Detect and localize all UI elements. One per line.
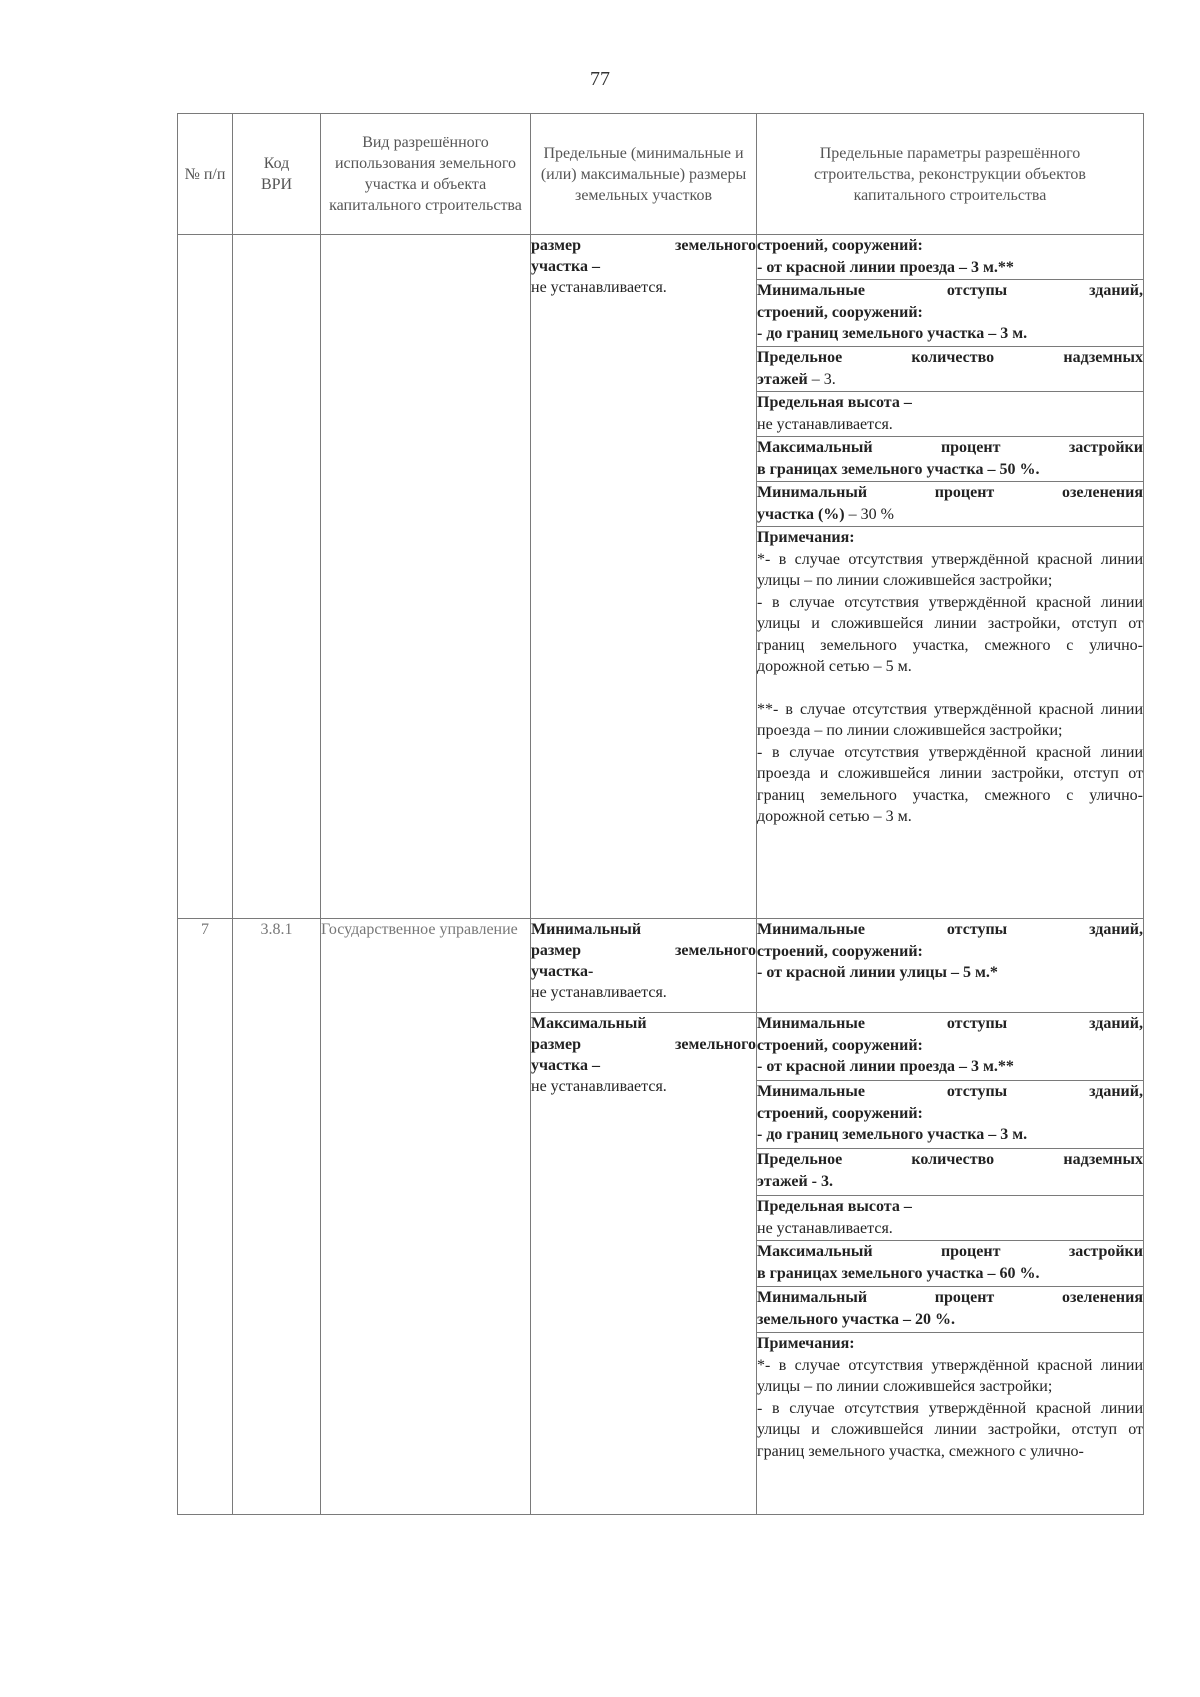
param-line: Предельное количество надземных xyxy=(757,1151,1143,1168)
param-line: строений, сооружений: xyxy=(757,237,923,254)
param-cell xyxy=(757,1149,1144,1196)
notes-cell xyxy=(757,527,1144,919)
param-cell xyxy=(757,1081,1144,1149)
note-text: - в случае отсутствия утверждённой красной линии улицы и сложившейся линии застройки, отступ от границ земельного участка, смежного с улично- xyxy=(757,1399,1143,1460)
param-line: - до границ земельного участка – 3 м. xyxy=(757,325,1028,342)
param-line: этажей - 3. xyxy=(757,1172,834,1190)
size-line: Максимальный xyxy=(531,1015,647,1032)
param-line: участка (%) xyxy=(757,505,845,523)
size-line: участка – xyxy=(531,258,600,275)
param-line: Предельное количество надземных xyxy=(757,349,1143,366)
param-line: Предельная высота – xyxy=(757,394,912,411)
notes-title: Примечания: xyxy=(757,529,855,546)
param-line: строений, сооружений: xyxy=(757,1104,923,1122)
param-value: не устанавливается. xyxy=(757,415,893,433)
param-line: Максимальный процент застройки xyxy=(757,439,1143,456)
param-line: земельного участка – 20 %. xyxy=(757,1310,956,1328)
page-number: 77 xyxy=(590,68,610,90)
param-value: – 30 % xyxy=(844,505,894,523)
header-code: Код ВРИ xyxy=(233,114,321,235)
cell-use-type xyxy=(321,235,531,919)
zoning-table xyxy=(177,113,1144,1515)
param-line: Минимальные отступы зданий, xyxy=(757,1083,1143,1100)
size-value: не устанавливается. xyxy=(531,279,667,296)
size-line: размер земельного xyxy=(531,1036,756,1053)
notes-title: Примечания: xyxy=(757,1335,855,1352)
param-line: в границах земельного участка – 50 %. xyxy=(757,460,1040,478)
param-line: Минимальные отступы зданий, xyxy=(757,1015,1143,1032)
param-line: строений, сооружений: xyxy=(757,1036,923,1054)
param-cell xyxy=(757,919,1144,1013)
cell-num xyxy=(178,235,233,919)
size-line: размер земельного xyxy=(531,237,756,254)
param-line: Минимальные отступы зданий, xyxy=(757,921,1143,938)
param-cell xyxy=(757,1196,1144,1241)
note-text: - в случае отсутствия утверждённой красной линии проезда и сложившейся линии застройки, отступ от границ земельного участка, смежного с улично-дорожной сетью – 3 м. xyxy=(757,743,1143,825)
cell-min-size xyxy=(531,919,757,1013)
header-num: № п/п xyxy=(178,114,233,235)
param-value: не устанавливается. xyxy=(757,1219,893,1237)
param-cell xyxy=(757,437,1144,482)
param-line: - до границ земельного участка – 3 м. xyxy=(757,1126,1028,1143)
param-line: Минимальный процент озеленения xyxy=(757,1289,1143,1306)
param-line: - от красной линии проезда – 3 м.** xyxy=(757,1058,1014,1075)
param-cell xyxy=(757,280,1144,347)
table-row xyxy=(178,919,1144,1013)
size-line: Минимальный xyxy=(531,921,642,938)
note-text: **- в случае отсутствия утверждённой красной линии проезда – по линии сложившейся застройки; xyxy=(757,700,1143,739)
note-text: - в случае отсутствия утверждённой красной линии улицы и сложившейся линии застройки, отступ от границ земельного участка, смежного с улично-дорожной сетью – 5 м. xyxy=(757,593,1143,675)
cell-max-size xyxy=(531,235,757,919)
row-use-type: Государственное управление xyxy=(321,919,531,1515)
param-line: Минимальный процент озеленения xyxy=(757,484,1143,501)
param-value: – 3. xyxy=(807,370,836,388)
size-line: размер земельного xyxy=(531,942,756,959)
size-line: участка- xyxy=(531,963,594,980)
table-row xyxy=(178,235,1144,280)
param-line: этажей xyxy=(757,370,808,388)
param-cell xyxy=(757,1013,1144,1081)
cell-max-size xyxy=(531,1013,757,1515)
param-cell xyxy=(757,482,1144,527)
param-cell xyxy=(757,1287,1144,1333)
param-cell xyxy=(757,1241,1144,1287)
param-line: - от красной линии улицы – 5 м.* xyxy=(757,964,998,981)
param-line: Предельная высота – xyxy=(757,1198,912,1215)
header-params: Предельные параметры разрешённого строительства, реконструкции объектов капитального строительства xyxy=(757,114,1144,235)
row-number: 7 xyxy=(178,919,233,1515)
header-plot-size: Предельные (минимальные и (или) максимальные) размеры земельных участков xyxy=(531,114,757,235)
note-text: *- в случае отсутствия утверждённой красной линии улицы – по линии сложившейся застройки; xyxy=(757,1356,1143,1395)
param-line: строений, сооружений: xyxy=(757,303,923,321)
note-text: *- в случае отсутствия утверждённой красной линии улицы – по линии сложившейся застройки; xyxy=(757,550,1143,589)
size-value: не устанавливается. xyxy=(531,1078,667,1095)
cell-code xyxy=(233,235,321,919)
param-line: Минимальные отступы зданий, xyxy=(757,282,1143,299)
table-header-row xyxy=(178,114,1144,235)
param-line: - от красной линии проезда – 3 м.** xyxy=(757,258,1014,276)
param-cell xyxy=(757,392,1144,437)
param-line: строений, сооружений: xyxy=(757,942,923,960)
size-line: участка – xyxy=(531,1057,600,1074)
param-cell xyxy=(757,235,1144,280)
header-use-type: Вид разрешённого использования земельного участка и объекта капитального строительства xyxy=(321,114,531,235)
param-cell xyxy=(757,347,1144,392)
param-line: в границах земельного участка – 60 %. xyxy=(757,1264,1040,1282)
size-value: не устанавливается. xyxy=(531,984,667,1001)
param-line: Максимальный процент застройки xyxy=(757,1243,1143,1260)
row-code: 3.8.1 xyxy=(233,919,321,1515)
notes-cell xyxy=(757,1333,1144,1515)
